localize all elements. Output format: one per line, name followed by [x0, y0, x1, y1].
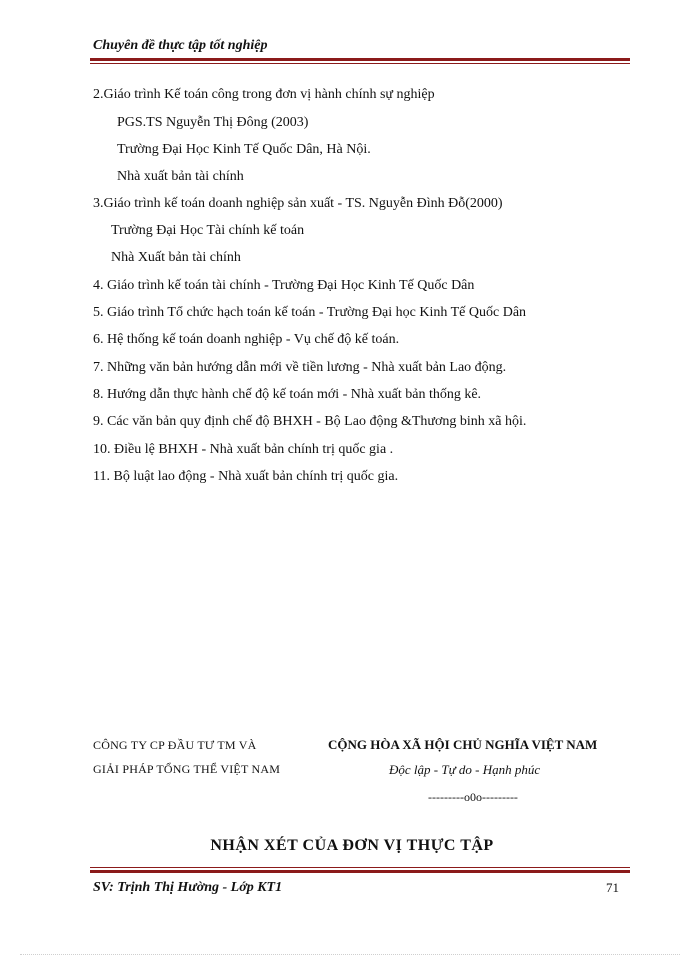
reference-item: 3.Giáo trình kế toán doanh nghiệp sản xuất - TS. Nguyễn Đình Đỗ(2000) — [93, 196, 503, 211]
ornament-divider: ---------o0o--------- — [428, 790, 518, 804]
reference-item: Nhà xuất bản tài chính — [117, 169, 244, 184]
company-name-line-2: GIẢI PHÁP TỔNG THỂ VIỆT NAM — [93, 762, 281, 776]
footer-student: SV: Trịnh Thị Hường - Lớp KT1 — [93, 880, 283, 895]
page-edge-divider — [20, 954, 680, 955]
reference-item: PGS.TS Nguyễn Thị Đông (2003) — [117, 115, 309, 130]
reference-item: 7. Những văn bản hướng dẫn mới về tiền lương - Nhà xuất bản Lao động. — [93, 360, 507, 375]
footer-rule-thick — [90, 870, 630, 873]
reference-item: Trường Đại Học Kinh Tế Quốc Dân, Hà Nội. — [117, 142, 371, 157]
page-number: 71 — [606, 880, 619, 895]
national-title: CỘNG HÒA XÃ HỘI CHỦ NGHĨA VIỆT NAM — [328, 737, 598, 752]
section-heading: NHẬN XÉT CỦA ĐƠN VỊ THỰC TẬP — [210, 837, 494, 854]
company-name-line-1: CÔNG TY CP ĐẦU TƯ TM VÀ — [93, 738, 257, 752]
reference-item: 9. Các văn bản quy định chế độ BHXH - Bộ Lao động &Thương binh xã hội. — [93, 414, 527, 429]
reference-item: 11. Bộ luật lao động - Nhà xuất bản chính trị quốc gia. — [93, 469, 399, 484]
reference-item: 4. Giáo trình kế toán tài chính - Trường Đại Học Kinh Tế Quốc Dân — [93, 278, 475, 293]
reference-item: 10. Điều lệ BHXH - Nhà xuất bản chính trị quốc gia . — [93, 442, 394, 457]
reference-item: Trường Đại Học Tài chính kế toán — [111, 223, 305, 238]
reference-item: Nhà Xuất bản tài chính — [111, 250, 241, 265]
reference-item: 8. Hướng dẫn thực hành chế độ kế toán mới - Nhà xuất bản thống kê. — [93, 387, 482, 402]
header-title: Chuyên đề thực tập tốt nghiệp — [93, 38, 268, 53]
footer-rule-thin — [90, 867, 630, 868]
reference-item: 5. Giáo trình Tổ chức hạch toán kế toán - Trường Đại học Kinh Tế Quốc Dân — [93, 305, 527, 320]
reference-item: 2.Giáo trình Kế toán công trong đơn vị hành chính sự nghiệp — [93, 87, 435, 102]
national-motto: Độc lập - Tự do - Hạnh phúc — [389, 762, 541, 777]
reference-item: 6. Hệ thống kế toán doanh nghiệp - Vụ chế độ kế toán. — [93, 332, 400, 347]
